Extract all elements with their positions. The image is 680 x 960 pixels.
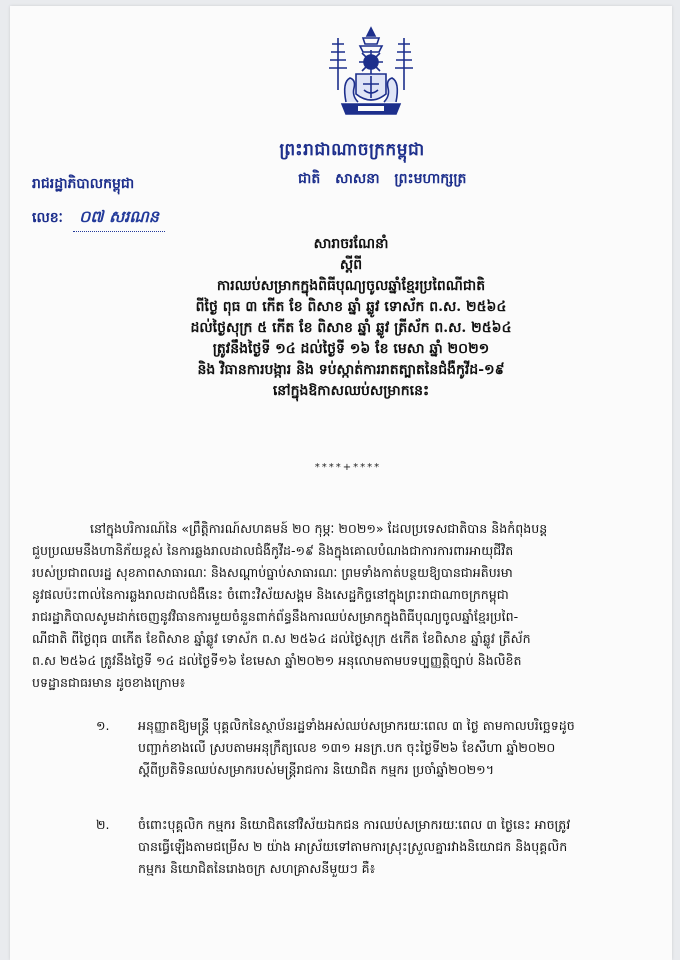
list-item-number: ១. bbox=[96, 718, 110, 733]
intro-paragraph bbox=[32, 518, 644, 694]
paragraph-line: នូវផលប៉ះពាល់នៃការឆ្លងរាលដាលជំងឺនេះ ចំពោះវិស័យសង្គម និងសេដ្ឋកិច្ចនៅក្នុងព្រះរាជាណាចក្រកម្ពុជា bbox=[32, 587, 509, 602]
list-item-text bbox=[138, 814, 650, 880]
government-label: រាជរដ្ឋាភិបាលកម្ពុជា bbox=[32, 176, 135, 192]
ornamental-divider: ****+**** bbox=[314, 462, 382, 473]
title-line: ការឈប់សម្រាកក្នុងពិធីបុណ្យចូលឆ្នាំខ្មែរប្រពៃណីជាតិ bbox=[216, 278, 486, 294]
reference-number-label: លេខៈ bbox=[32, 210, 63, 226]
royal-coat-of-arms-icon bbox=[316, 24, 426, 120]
paragraph-line: ព.ស ២៥៦៤ ត្រូវនឹងថ្ងៃទី ១៤ ដល់ថ្ងៃទី១៦ ខែមេសា ឆ្នាំ២០២១ អនុលោមតាមបទប្បញ្ញត្តិច្បាប់ និងលិខិត bbox=[32, 653, 522, 668]
list-item-line: បានធ្វើឡើងតាមជម្រើស ២ យ៉ាង អាស្រ័យទៅតាមការស្រុះស្រួលគ្នារវាងនិយោជក និងបុគ្គលិក bbox=[138, 839, 568, 854]
list-item-line: បញ្ជាក់ខាងលើ ស្របតាមអនុក្រឹត្យលេខ ១៣១ អនក្រ.បក ចុះថ្ងៃទី២៦ ខែសីហា ឆ្នាំ២០២០ bbox=[138, 740, 556, 755]
title-line: នៅក្នុងឱកាសឈប់សម្រាកនេះ bbox=[272, 383, 430, 399]
reference-number bbox=[32, 206, 165, 232]
list-item-number: ២. bbox=[96, 817, 110, 832]
national-motto: ជាតិ សាសនា ព្រះមហាក្សត្រ bbox=[298, 171, 467, 187]
list-item-line: ចំពោះបុគ្គលិក កម្មករ និយោជិតនៅវិស័យឯកជន ការឈប់សម្រាករយៈពេល ៣ ថ្ងៃនេះ អាចត្រូវ bbox=[138, 817, 571, 832]
paragraph-line: នៅក្នុងបរិការណ៍នៃ «ព្រឹត្តិការណ៍សហគមន៍ ២០ កុម្ភៈ ២០២១» ដែលប្រទេសជាតិបាន និងកំពុងបន្ត bbox=[90, 521, 548, 536]
document-title bbox=[10, 234, 672, 402]
title-line: ត្រូវនឹងថ្ងៃទី ១៤ ដល់ថ្ងៃទី ១៦ ខែ មេសា ឆ្នាំ ២០២១ bbox=[212, 341, 490, 357]
paragraph-line: ណីជាតិ ពីថ្ងៃពុធ ៣កើត ខែពិសាខ ឆ្នាំឆ្លូវ ទោស័ក ព.ស ២៥៦៤ ដល់ថ្ងៃសុក្រ ៥កើត ខែពិសាខ ឆ្នាំឆ្លូវ ត្រីស័ក bbox=[32, 631, 531, 646]
title-line: ដល់ថ្ងៃសុក្រ ៥ កើត ខែ ពិសាខ ឆ្នាំ ឆ្លូវ ត្រីស័ក ព.ស. ២៥៦៤ bbox=[190, 320, 512, 336]
document-page bbox=[10, 6, 672, 960]
list-item-text bbox=[138, 715, 650, 781]
paragraph-line: បទដ្ឋានជាធរមាន ដូចខាងក្រោម៖ bbox=[32, 675, 186, 690]
title-line: និង វិធានការបង្ការ និង ទប់ស្កាត់ការរាតត្បាតនៃជំងឺកូវីដ-១៩ bbox=[197, 362, 505, 378]
paragraph-line: របស់ប្រជាពលរដ្ឋ សុខភាពសាធារណៈ និងសណ្តាប់ធ្នាប់សាធារណៈ ព្រមទាំងកាត់បន្ថយឱ្យបានជាអតិបរមា bbox=[32, 565, 513, 580]
reference-number-value: ០៧ សរណន bbox=[73, 206, 165, 232]
kingdom-title: ព្រះរាជាណាចក្រកម្ពុជា bbox=[279, 140, 425, 160]
title-line: ស្តីពី bbox=[339, 257, 363, 273]
list-item-line: កម្មករ និយោជិតនៃរោងចក្រ សហគ្រាសនីមួយៗ គឺ៖ bbox=[138, 861, 376, 876]
list-item-line: ស្តីពីប្រតិទិនឈប់សម្រាករបស់មន្ត្រីរាជការ និយោជិត កម្មករ ប្រចាំឆ្នាំ២០២១។ bbox=[138, 762, 495, 777]
list-item-line: អនុញ្ញាតឱ្យមន្ត្រី បុគ្គលិកនៃស្ថាប័នរដ្ឋទាំងអស់ឈប់សម្រាករយៈពេល ៣ ថ្ងៃ តាមកាលបរិច្ឆេទដូច bbox=[138, 718, 575, 733]
title-line: សារាចរណែនាំ bbox=[313, 236, 389, 252]
title-line: ពីថ្ងៃ ពុធ ៣ កើត ខែ ពិសាខ ឆ្នាំ ឆ្លូវ ទោស័ក ព.ស. ២៥៦៤ bbox=[195, 299, 507, 315]
paragraph-line: ជួបប្រឈមនឹងហានិភ័យខ្ពស់ នៃការឆ្លងរាលដាលជំងឺកូវីដ-១៩ និងក្នុងគោលបំណងជាការការពារអាយុជីវិត bbox=[32, 543, 514, 558]
paragraph-line: រាជរដ្ឋាភិបាលសូមដាក់ចេញនូវវិធានការមួយចំនួនពាក់ព័ន្ធនឹងការឈប់សម្រាកក្នុងពិធីបុណ្យចូលឆ្នាំខ្មែរប្រពៃ- bbox=[32, 609, 519, 624]
